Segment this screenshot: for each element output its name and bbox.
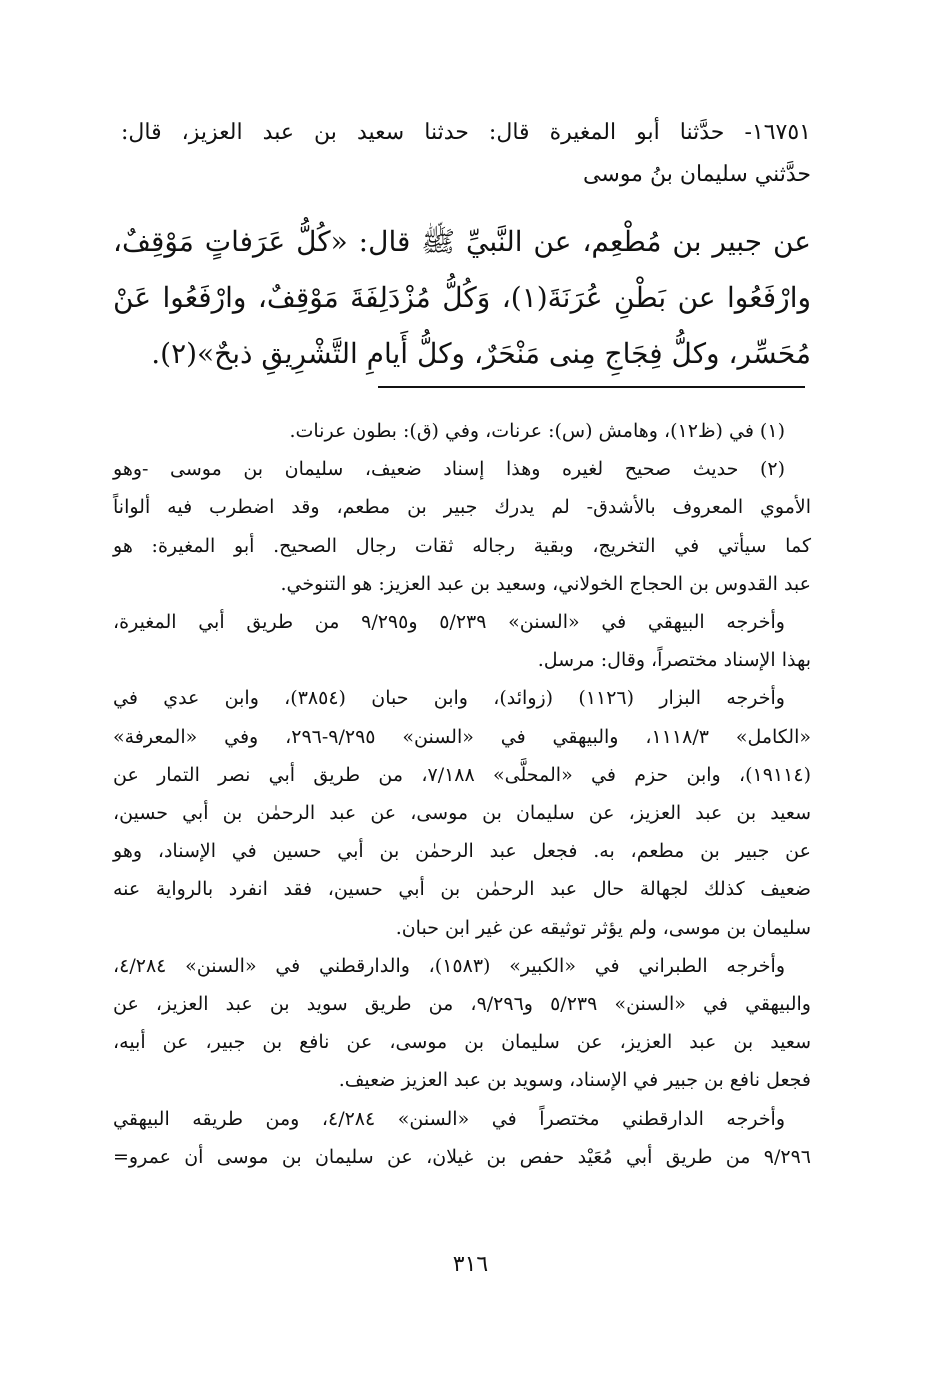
footnote-line: وأخرجه البزار (١١٢٦) (زوائد)، وابن حبان (٣٨٥٤)، وابن عدي في [113,687,785,710]
matn-line: وارْفَعُوا عن بَطْنِ عُرَنَةَ(١)، وَكُلُّ مُزْدَلِفَةَ مَوْقِفٌ، وارْفَعُوا عَنْ [113,281,811,314]
footnote-line: والبيهقي في «السنن» ٥/٢٣٩ و٩/٢٩٦، من طريق سويد بن عبد العزيز، عن [113,993,811,1016]
isnad-line: حدَّثني سليمان بنُ موسى [583,162,811,187]
footnote-line: وأخرجه الدارقطني مختصراً في «السنن» ٤/٢٨٤، ومن طريقه البيهقي [113,1107,786,1130]
footnote-line: وأخرجه البيهقي في «السنن» ٥/٢٣٩ و٩/٢٩٥ من طريق أبي المغيرة، [113,611,785,634]
footnote-line: (١٩١١٤)، وابن حزم في «المحلَّى» ٧/١٨٨، من طريق أبي نصر التمار عن [113,763,811,786]
matn-line: عن جبير بن مُطْعِم، عن النَّبيِّ ﷺ قال: «كُلُّ عَرَفاتٍ مَوْقِفٌ، [113,225,811,258]
footnote-line: «الكامل» ١١١٨/٣، والبيهقي في «السنن» ٩/٢٩٥-٢٩٦، وفي «المعرفة» [113,725,811,748]
footnote-line: سليمان بن موسى، ولم يؤثر توثيقه عن غير ابن حبان. [395,916,811,939]
footnote-separator [378,386,805,388]
footnote-line: وأخرجه الطبراني في «الكبير» (١٥٨٣)، والدارقطني في «السنن» ٤/٢٨٤، [113,954,785,977]
footnote-line: سعيد بن عبد العزيز، عن سليمان بن موسى، عن نافع بن جبير، عن أبيه، [113,1031,811,1054]
footnote-line: (١) في (ظ١٢)، وهامش (س): عرنات، وفي (ق): بطون عرنات. [289,420,785,442]
isnad-line: ١٦٧٥١- حدَّثنا أبو المغيرة قال: حدثنا سعيد بن عبد العزيز، قال: [121,120,811,145]
footnote-line: الأموي المعروف بالأشدق- لم يدرك جبير بن مطعم، وقد اضطرب فيه ألواناً [113,496,811,519]
footnote-line: كما سيأتي في التخريج، وبقية رجاله ثقات رجال الصحيح. أبو المغيرة: هو [113,534,811,557]
hadith-matn [113,214,811,382]
footnotes [113,412,811,1176]
footnote-line: بهذا الإسناد مختصراً، وقال: مرسل. [537,649,811,672]
footnote-line: عن جبير بن مطعم، به. فجعل عبد الرحمٰن بن أبي حسين في الإسناد، وهو [113,840,811,863]
page-number: ٣١٦ [452,1252,489,1277]
hadith-isnad [121,112,811,196]
matn-line: مُحَسِّر، وكلُّ فِجَاجِ مِنى مَنْحَرٌ، وكلُّ أَيامِ التَّشْرِيقِ ذبحٌ»(٢). [151,337,811,370]
footnote-line: عبد القدوس بن الحجاج الخولاني، وسعيد بن عبد العزيز: هو التنوخي. [280,572,811,595]
footnote-line: ٩/٢٩٦ من طريق أبي مُعَيْد حفص بن غيلان، عن سليمان بن موسى أن عمرو= [113,1145,811,1168]
footnote-line: ضعيف كذلك لجهالة حال عبد الرحمٰن بن أبي حسين، فقد انفرد بالرواية عنه [113,878,811,901]
footnote-line: فجعل نافع بن جبير في الإسناد، وسويد بن عبد العزيز ضعيف. [338,1069,811,1092]
footnote-line: (٢) حديث صحيح لغيره وهذا إسناد ضعيف، سليمان بن موسى -وهو [113,458,785,481]
footnote-line: سعيد بن عبد العزيز، عن سليمان بن موسى، عن عبد الرحمٰن بن أبي حسين، [113,802,811,825]
